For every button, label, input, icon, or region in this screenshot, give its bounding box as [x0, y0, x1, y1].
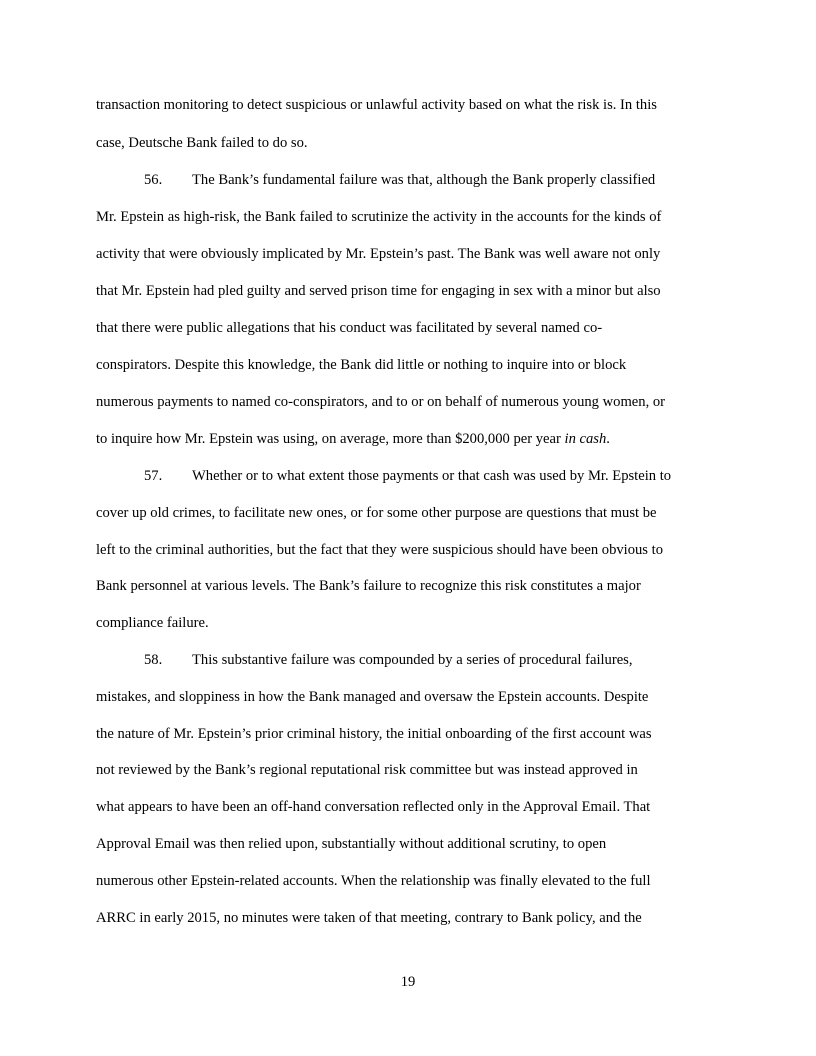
text-line: Bank personnel at various levels. The Bank’s failure to recognize this risk constitutes a major: [96, 578, 641, 594]
text-line: what appears to have been an off-hand conversation reflected only in the Approval Email. That: [96, 799, 651, 815]
text-line: the nature of Mr. Epstein’s prior criminal history, the initial onboarding of the first account was: [96, 726, 652, 742]
text-line: mistakes, and sloppiness in how the Bank managed and oversaw the Epstein accounts. Despite: [96, 689, 649, 705]
text-line: cover up old crimes, to facilitate new ones, or for some other purpose are questions that must be: [96, 505, 657, 521]
text-line: Mr. Epstein as high-risk, the Bank failed to scrutinize the activity in the accounts for the kinds of: [96, 209, 662, 225]
sentence-period: .: [606, 431, 610, 447]
text-line: This substantive failure was compounded by a series of procedural failures,: [192, 652, 633, 668]
text-line: that there were public allegations that his conduct was facilitated by several named co-: [96, 320, 603, 336]
text-line: not reviewed by the Bank’s regional reputational risk committee but was instead approved in: [96, 762, 638, 778]
text-line-with-emphasis: [96, 430, 610, 448]
text-line: to inquire how Mr. Epstein was using, on average, more than $200,000 per year: [96, 431, 565, 447]
text-line: that Mr. Epstein had pled guilty and served prison time for engaging in sex with a minor but also: [96, 283, 661, 299]
text-line: The Bank’s fundamental failure was that, although the Bank properly classified: [192, 172, 656, 188]
text-line: Whether or to what extent those payments or that cash was used by Mr. Epstein to: [192, 468, 672, 484]
paragraph-number: 58.: [144, 652, 163, 668]
paragraph-58-first-line: [144, 651, 633, 669]
text-line: transaction monitoring to detect suspicious or unlawful activity based on what the risk is. In this: [96, 97, 657, 113]
text-line: case, Deutsche Bank failed to do so.: [96, 135, 308, 151]
text-line: ARRC in early 2015, no minutes were taken of that meeting, contrary to Bank policy, and the: [96, 910, 642, 926]
text-line: conspirators. Despite this knowledge, the Bank did little or nothing to inquire into or block: [96, 357, 627, 373]
text-line: numerous other Epstein-related accounts. When the relationship was finally elevated to the full: [96, 873, 651, 889]
text-line: activity that were obviously implicated by Mr. Epstein’s past. The Bank was well aware not only: [96, 246, 661, 262]
text-line: compliance failure.: [96, 615, 209, 631]
emphasis-in-cash: in cash: [564, 431, 607, 447]
page-number: 19: [400, 974, 416, 990]
paragraph-number: 56.: [144, 172, 163, 188]
text-line: left to the criminal authorities, but the fact that they were suspicious should have been obvious to: [96, 542, 663, 558]
paragraph-56-first-line: [144, 171, 655, 189]
text-line: numerous payments to named co-conspirators, and to or on behalf of numerous young women, or: [96, 394, 666, 410]
paragraph-57-first-line: [144, 467, 671, 485]
text-line: Approval Email was then relied upon, substantially without additional scrutiny, to open: [96, 836, 607, 852]
paragraph-number: 57.: [144, 468, 163, 484]
